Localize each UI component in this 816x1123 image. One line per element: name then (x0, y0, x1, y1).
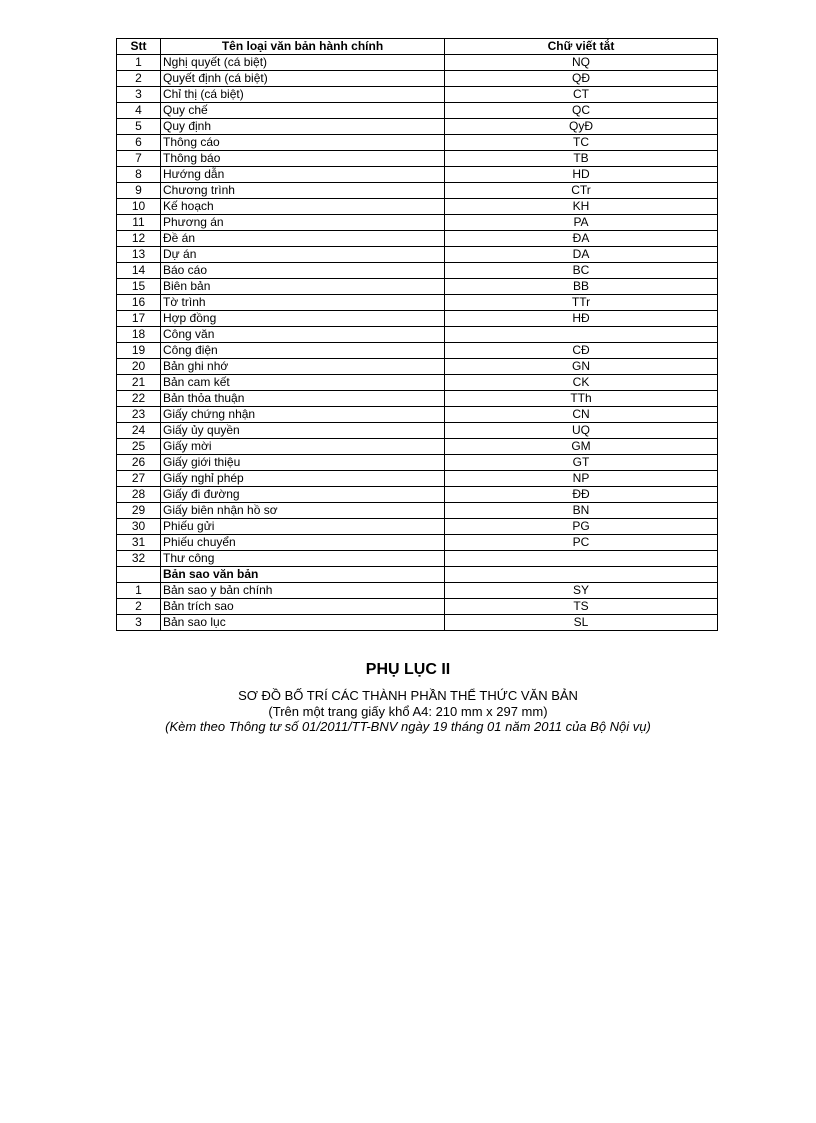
row-stt: 31 (117, 535, 161, 551)
row-document-type: Bản cam kết (161, 375, 445, 391)
table-row (117, 343, 718, 359)
row-document-type: Bản sao lục (161, 615, 445, 631)
row-abbreviation: SL (445, 615, 718, 631)
table-row (117, 519, 718, 535)
row-document-type: Hướng dẫn (161, 167, 445, 183)
row-document-type: Bản sao văn bản (161, 567, 445, 583)
row-stt: 7 (117, 151, 161, 167)
row-document-type: Báo cáo (161, 263, 445, 279)
table-row (117, 439, 718, 455)
table-row (117, 279, 718, 295)
row-stt: 17 (117, 311, 161, 327)
row-stt (117, 567, 161, 583)
table-row (117, 87, 718, 103)
row-stt: 11 (117, 215, 161, 231)
table-row (117, 615, 718, 631)
row-stt: 2 (117, 599, 161, 615)
table-row (117, 119, 718, 135)
appendix-title: PHỤ LỤC II (365, 661, 451, 678)
row-stt: 1 (117, 583, 161, 599)
row-stt: 16 (117, 295, 161, 311)
row-stt: 6 (117, 135, 161, 151)
row-abbreviation: TTr (445, 295, 718, 311)
row-document-type: Giấy ủy quyền (161, 423, 445, 439)
row-abbreviation: UQ (445, 423, 718, 439)
row-stt: 32 (117, 551, 161, 567)
appendix-subtitle: SƠ ĐỒ BỐ TRÍ CÁC THÀNH PHẦN THỂ THỨC VĂN BẢN (238, 688, 578, 703)
row-stt: 1 (117, 55, 161, 71)
appendix-paper-size: (Trên một trang giấy khổ A4: 210 mm x 297 mm) (268, 704, 548, 719)
row-document-type: Quyết định (cá biệt) (161, 71, 445, 87)
table-row (117, 71, 718, 87)
row-stt: 15 (117, 279, 161, 295)
row-document-type: Bản ghi nhớ (161, 359, 445, 375)
row-stt: 25 (117, 439, 161, 455)
row-stt: 5 (117, 119, 161, 135)
row-document-type: Chương trình (161, 183, 445, 199)
document-type-table (116, 38, 718, 631)
row-abbreviation (445, 551, 718, 567)
row-document-type: Giấy biên nhận hồ sơ (161, 503, 445, 519)
table-row (117, 423, 718, 439)
row-abbreviation: GT (445, 455, 718, 471)
row-abbreviation: ĐĐ (445, 487, 718, 503)
row-abbreviation: DA (445, 247, 718, 263)
table-row (117, 167, 718, 183)
row-document-type: Giấy giới thiệu (161, 455, 445, 471)
row-abbreviation: NQ (445, 55, 718, 71)
row-document-type: Bản thỏa thuận (161, 391, 445, 407)
row-stt: 10 (117, 199, 161, 215)
table-row (117, 455, 718, 471)
table-row (117, 135, 718, 151)
row-abbreviation: CTr (445, 183, 718, 199)
row-abbreviation: KH (445, 199, 718, 215)
row-stt: 29 (117, 503, 161, 519)
row-stt: 12 (117, 231, 161, 247)
row-abbreviation: HĐ (445, 311, 718, 327)
row-abbreviation: NP (445, 471, 718, 487)
row-abbreviation: CN (445, 407, 718, 423)
row-stt: 20 (117, 359, 161, 375)
table-row (117, 375, 718, 391)
row-stt: 22 (117, 391, 161, 407)
row-abbreviation: QĐ (445, 71, 718, 87)
row-document-type: Giấy chứng nhận (161, 407, 445, 423)
row-abbreviation: BC (445, 263, 718, 279)
table-row (117, 327, 718, 343)
row-document-type: Giấy nghỉ phép (161, 471, 445, 487)
row-document-type: Phiếu gửi (161, 519, 445, 535)
table-row (117, 407, 718, 423)
row-document-type: Hợp đồng (161, 311, 445, 327)
row-abbreviation: TB (445, 151, 718, 167)
table-row (117, 503, 718, 519)
table-header-row (117, 39, 718, 55)
table-row (117, 599, 718, 615)
table-row (117, 247, 718, 263)
row-abbreviation (445, 567, 718, 583)
row-abbreviation: GN (445, 359, 718, 375)
row-abbreviation: PA (445, 215, 718, 231)
row-abbreviation: SY (445, 583, 718, 599)
row-stt: 3 (117, 87, 161, 103)
row-abbreviation: QC (445, 103, 718, 119)
table-row (117, 311, 718, 327)
header-document-type: Tên loại văn bản hành chính (161, 39, 445, 55)
row-stt: 28 (117, 487, 161, 503)
row-document-type: Đề án (161, 231, 445, 247)
row-document-type: Nghị quyết (cá biệt) (161, 55, 445, 71)
table-row (117, 551, 718, 567)
table-row (117, 535, 718, 551)
row-stt: 9 (117, 183, 161, 199)
row-stt: 26 (117, 455, 161, 471)
row-abbreviation (445, 327, 718, 343)
row-abbreviation: CT (445, 87, 718, 103)
row-abbreviation: HD (445, 167, 718, 183)
row-document-type: Giấy đi đường (161, 487, 445, 503)
header-stt: Stt (117, 39, 161, 55)
row-abbreviation: PC (445, 535, 718, 551)
row-document-type: Thông báo (161, 151, 445, 167)
row-abbreviation: ĐA (445, 231, 718, 247)
table-row (117, 151, 718, 167)
row-abbreviation: CK (445, 375, 718, 391)
row-stt: 14 (117, 263, 161, 279)
row-abbreviation: BN (445, 503, 718, 519)
appendix-reference: (Kèm theo Thông tư số 01/2011/TT-BNV ngày 19 tháng 01 năm 2011 của Bộ Nội vụ) (165, 719, 651, 734)
row-document-type: Thư công (161, 551, 445, 567)
row-abbreviation: TC (445, 135, 718, 151)
row-stt: 3 (117, 615, 161, 631)
row-document-type: Kế hoạch (161, 199, 445, 215)
table-body (117, 55, 718, 631)
row-document-type: Quy định (161, 119, 445, 135)
row-stt: 19 (117, 343, 161, 359)
row-stt: 18 (117, 327, 161, 343)
row-stt: 23 (117, 407, 161, 423)
table-row (117, 215, 718, 231)
table-row (117, 471, 718, 487)
row-document-type: Công văn (161, 327, 445, 343)
table-row (117, 583, 718, 599)
row-abbreviation: CĐ (445, 343, 718, 359)
row-abbreviation: TTh (445, 391, 718, 407)
table-section-row (117, 567, 718, 583)
table-row (117, 199, 718, 215)
row-stt: 27 (117, 471, 161, 487)
row-document-type: Bản trích sao (161, 599, 445, 615)
row-document-type: Tờ trình (161, 295, 445, 311)
row-stt: 2 (117, 71, 161, 87)
row-abbreviation: TS (445, 599, 718, 615)
header-abbreviation: Chữ viết tắt (445, 39, 718, 55)
table-row (117, 391, 718, 407)
row-stt: 8 (117, 167, 161, 183)
table-row (117, 487, 718, 503)
table-row (117, 359, 718, 375)
row-document-type: Chỉ thị (cá biệt) (161, 87, 445, 103)
row-stt: 21 (117, 375, 161, 391)
table-row (117, 231, 718, 247)
row-stt: 30 (117, 519, 161, 535)
table-row (117, 183, 718, 199)
row-document-type: Bản sao y bản chính (161, 583, 445, 599)
row-document-type: Phiếu chuyển (161, 535, 445, 551)
row-abbreviation: GM (445, 439, 718, 455)
row-abbreviation: PG (445, 519, 718, 535)
row-document-type: Giấy mời (161, 439, 445, 455)
row-stt: 13 (117, 247, 161, 263)
table-row (117, 295, 718, 311)
row-document-type: Công điện (161, 343, 445, 359)
table-row (117, 103, 718, 119)
row-abbreviation: BB (445, 279, 718, 295)
table-row (117, 263, 718, 279)
row-document-type: Thông cáo (161, 135, 445, 151)
table-row (117, 55, 718, 71)
row-document-type: Phương án (161, 215, 445, 231)
row-abbreviation: QyĐ (445, 119, 718, 135)
row-stt: 24 (117, 423, 161, 439)
row-document-type: Dự án (161, 247, 445, 263)
row-stt: 4 (117, 103, 161, 119)
row-document-type: Biên bản (161, 279, 445, 295)
row-document-type: Quy chế (161, 103, 445, 119)
